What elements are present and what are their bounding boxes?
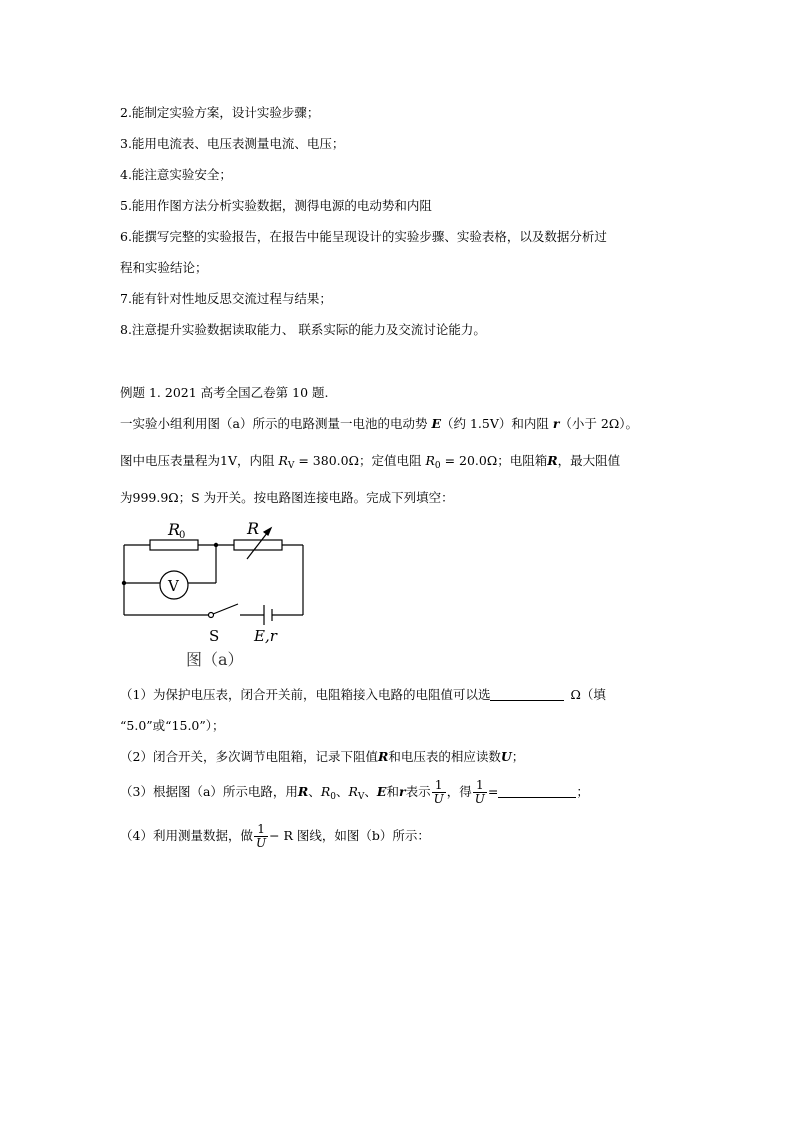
objective-5: 5.能用作图方法分析实验数据，测得电源的电动势和内阻 (120, 198, 432, 213)
symbol-r: r (398, 784, 406, 799)
text: 和电压表的相应读数 (388, 749, 501, 764)
objective-6: 6.能撰写完整的实验报告，在报告中能呈现设计的实验步骤、实验表格，以及数据分析过 (120, 229, 607, 244)
text: 和 (386, 784, 399, 799)
objective-8: 8.注意提升实验数据读取能力、 联系实际的能力及交流讨论能力。 (120, 322, 486, 337)
junction-dot (214, 543, 218, 547)
label-S: S (209, 627, 220, 645)
fraction-numerator: 1 (254, 823, 268, 837)
text: ； (576, 784, 589, 799)
text: （3）根据图（a）所示电路，用 (120, 784, 298, 799)
text: 、 (335, 784, 349, 799)
objective-3: 3.能用电流表、电压表测量电流、电压； (120, 136, 345, 151)
fraction-denominator: U (474, 792, 485, 806)
symbol-RV: R (348, 784, 358, 799)
text: （约 1.5V）和内阻 (440, 416, 553, 431)
text: （2）闭合开关，多次调节电阻箱，记录下阻值 (120, 749, 378, 764)
figure-caption: 图（a） (186, 650, 244, 669)
switch-S (213, 604, 238, 614)
question-3 (120, 777, 589, 812)
objective-7: 7.能有针对性地反思交流过程与结果； (120, 291, 332, 306)
symbol-RV: R (278, 453, 288, 468)
text: = (487, 784, 499, 799)
text: （1）为保护电压表，闭合开关前，电阻箱接入电路的电阻值可以选 (120, 687, 491, 702)
text: 、 (308, 784, 321, 799)
symbol-r: r (552, 416, 560, 431)
answer-blank-3[interactable] (498, 785, 576, 798)
text: 一实验小组利用图（a）所示的电路测量一电池的电动势 (120, 416, 432, 431)
objective-2: 2.能制定实验方案，设计实验步骤； (120, 105, 320, 120)
subscript: 0 (434, 461, 441, 471)
subscript: 0 (330, 792, 336, 802)
symbol-R0: R (320, 784, 331, 799)
label-Er: E,r (254, 627, 277, 645)
label-R0: R (168, 520, 181, 539)
text: Ω（填 (570, 687, 606, 702)
text: 、 (364, 784, 377, 799)
fraction-numerator: 1 (473, 779, 487, 793)
junction-dot (122, 581, 126, 585)
text: = 20.0Ω；电阻箱 (440, 453, 548, 468)
symbol-R0: R (425, 453, 435, 468)
text: 图中电压表量程为1V，内阻 (120, 453, 279, 468)
symbol-R: R (377, 749, 389, 764)
text: ，得 (446, 784, 472, 799)
symbol-R: R (297, 784, 309, 799)
subscript: V (357, 792, 365, 802)
fraction-denominator: U (255, 836, 267, 850)
fraction-1-over-U (473, 779, 487, 806)
symbol-E: E (431, 416, 441, 431)
text: ； (511, 749, 525, 764)
example-title: 例题 1. 2021 高考全国乙卷第 10 题. (120, 385, 329, 400)
question-2 (120, 749, 524, 765)
example-line-3: 为999.9Ω；S 为开关。按电路图连接电路。完成下列填空： (120, 490, 454, 505)
circuit-diagram (110, 515, 330, 670)
symbol-R: R (547, 453, 558, 468)
objective-6-cont: 程和实验结论； (120, 260, 208, 275)
switch-contact (209, 613, 214, 618)
symbol-E: E (376, 784, 387, 799)
fraction-denominator: U (433, 792, 444, 806)
example-line-2 (120, 453, 620, 474)
text: （小于 2Ω）。 (559, 416, 638, 431)
text: ，最大阻值 (557, 453, 621, 468)
subscript: V (287, 461, 295, 471)
text: − R 图线，如图（b）所示： (269, 828, 430, 843)
text: = 380.0Ω；定值电阻 (294, 453, 426, 468)
question-1 (120, 687, 606, 703)
answer-blank-1[interactable] (490, 688, 564, 701)
fraction-1-over-U (254, 823, 268, 850)
example-line-1 (120, 416, 638, 432)
fraction-1-over-U (432, 779, 446, 806)
text: （4）利用测量数据，做 (120, 828, 253, 843)
label-V: V (168, 577, 179, 595)
question-4 (120, 819, 430, 853)
question-1-cont: “5.0”或“15.0”）； (120, 718, 225, 733)
label-R: R (247, 519, 260, 538)
resistor-R0 (150, 540, 198, 550)
symbol-U: U (500, 749, 512, 764)
fraction-numerator: 1 (432, 779, 446, 793)
label-R0-sub: 0 (179, 530, 186, 541)
objective-4: 4.能注意实验安全； (120, 167, 232, 182)
text: 表示 (405, 784, 431, 799)
